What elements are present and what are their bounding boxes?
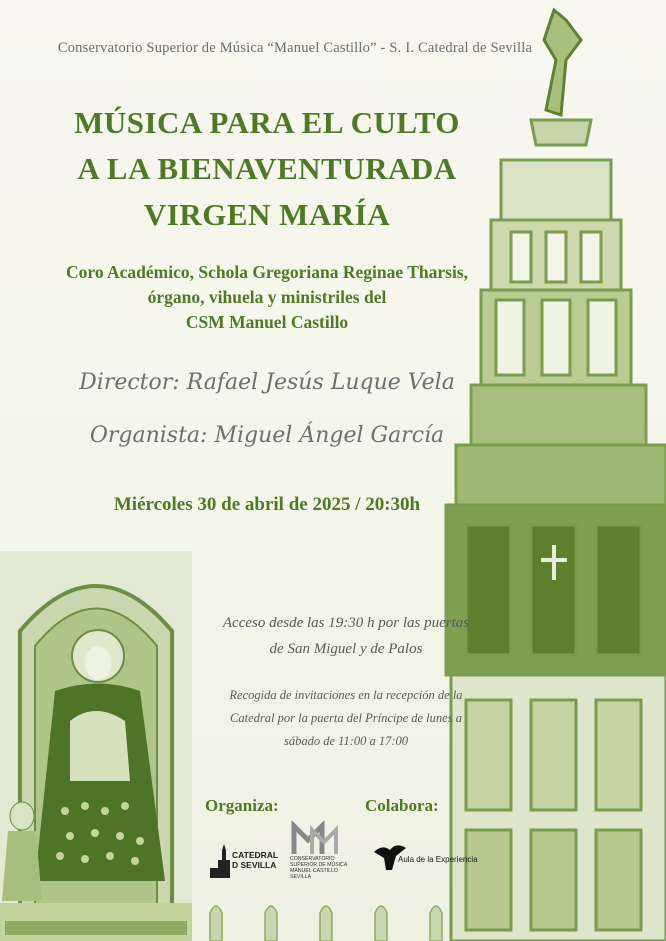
csm-logo-line: SUPERIOR DE MÚSICA: [290, 862, 348, 868]
event-title: [0, 100, 534, 238]
performers-line: Coro Académico, Schola Gregoriana Reginae Tharsis,: [65, 262, 468, 282]
catedral-logo-text: [232, 850, 278, 870]
csm-logo-line: SEVILLA: [290, 874, 312, 880]
invitation-info: [205, 684, 487, 753]
performers: [0, 260, 534, 335]
performers-line: órgano, vihuela y ministriles del: [147, 287, 387, 307]
director-credit: Director: Rafael Jesús Luque Vela: [79, 370, 455, 395]
invitation-line: sábado de 11:00 a 17:00: [283, 734, 409, 748]
organist-credit: Organista: Miguel Ángel García: [89, 423, 445, 448]
title-line: A LA BIENAVENTURADA: [77, 151, 457, 186]
csm-logo-line: CONSERVATORIO: [290, 856, 335, 862]
access-line: de San Miguel y de Palos: [269, 641, 423, 657]
title-line: VIRGEN MARÍA: [143, 197, 391, 232]
institution-header: Conservatorio Superior de Música “Manuel Castillo” - S. I. Catedral de Sevilla: [57, 40, 533, 56]
performers-line: CSM Manuel Castillo: [185, 312, 349, 332]
decorative-finials: [190, 895, 490, 941]
invitation-line: Catedral por la puerta del Príncipe de lunes a: [230, 711, 462, 725]
access-info: [205, 610, 487, 662]
title-line: MÚSICA PARA EL CULTO: [74, 105, 460, 140]
colabora-label: Colabora:: [365, 796, 439, 815]
csm-logo-line: MANUEL CASTILLO: [290, 868, 338, 874]
invitation-line: Recogida de invitaciones en la recepción de la: [229, 688, 463, 702]
csm-logo-text: [290, 856, 360, 880]
virgin-mary-painting: [0, 551, 192, 941]
catedral-logo-line: CATEDRAL: [232, 850, 279, 860]
organiza-label: Organiza:: [205, 796, 279, 815]
event-date: Miércoles 30 de abril de 2025 / 20:30h: [113, 494, 421, 515]
access-line: Acceso desde las 19:30 h por las puertas: [222, 615, 470, 631]
aula-logo-text: Aula de la Experiencia: [398, 855, 478, 864]
catedral-logo-line: D SEVILLA: [232, 860, 277, 870]
